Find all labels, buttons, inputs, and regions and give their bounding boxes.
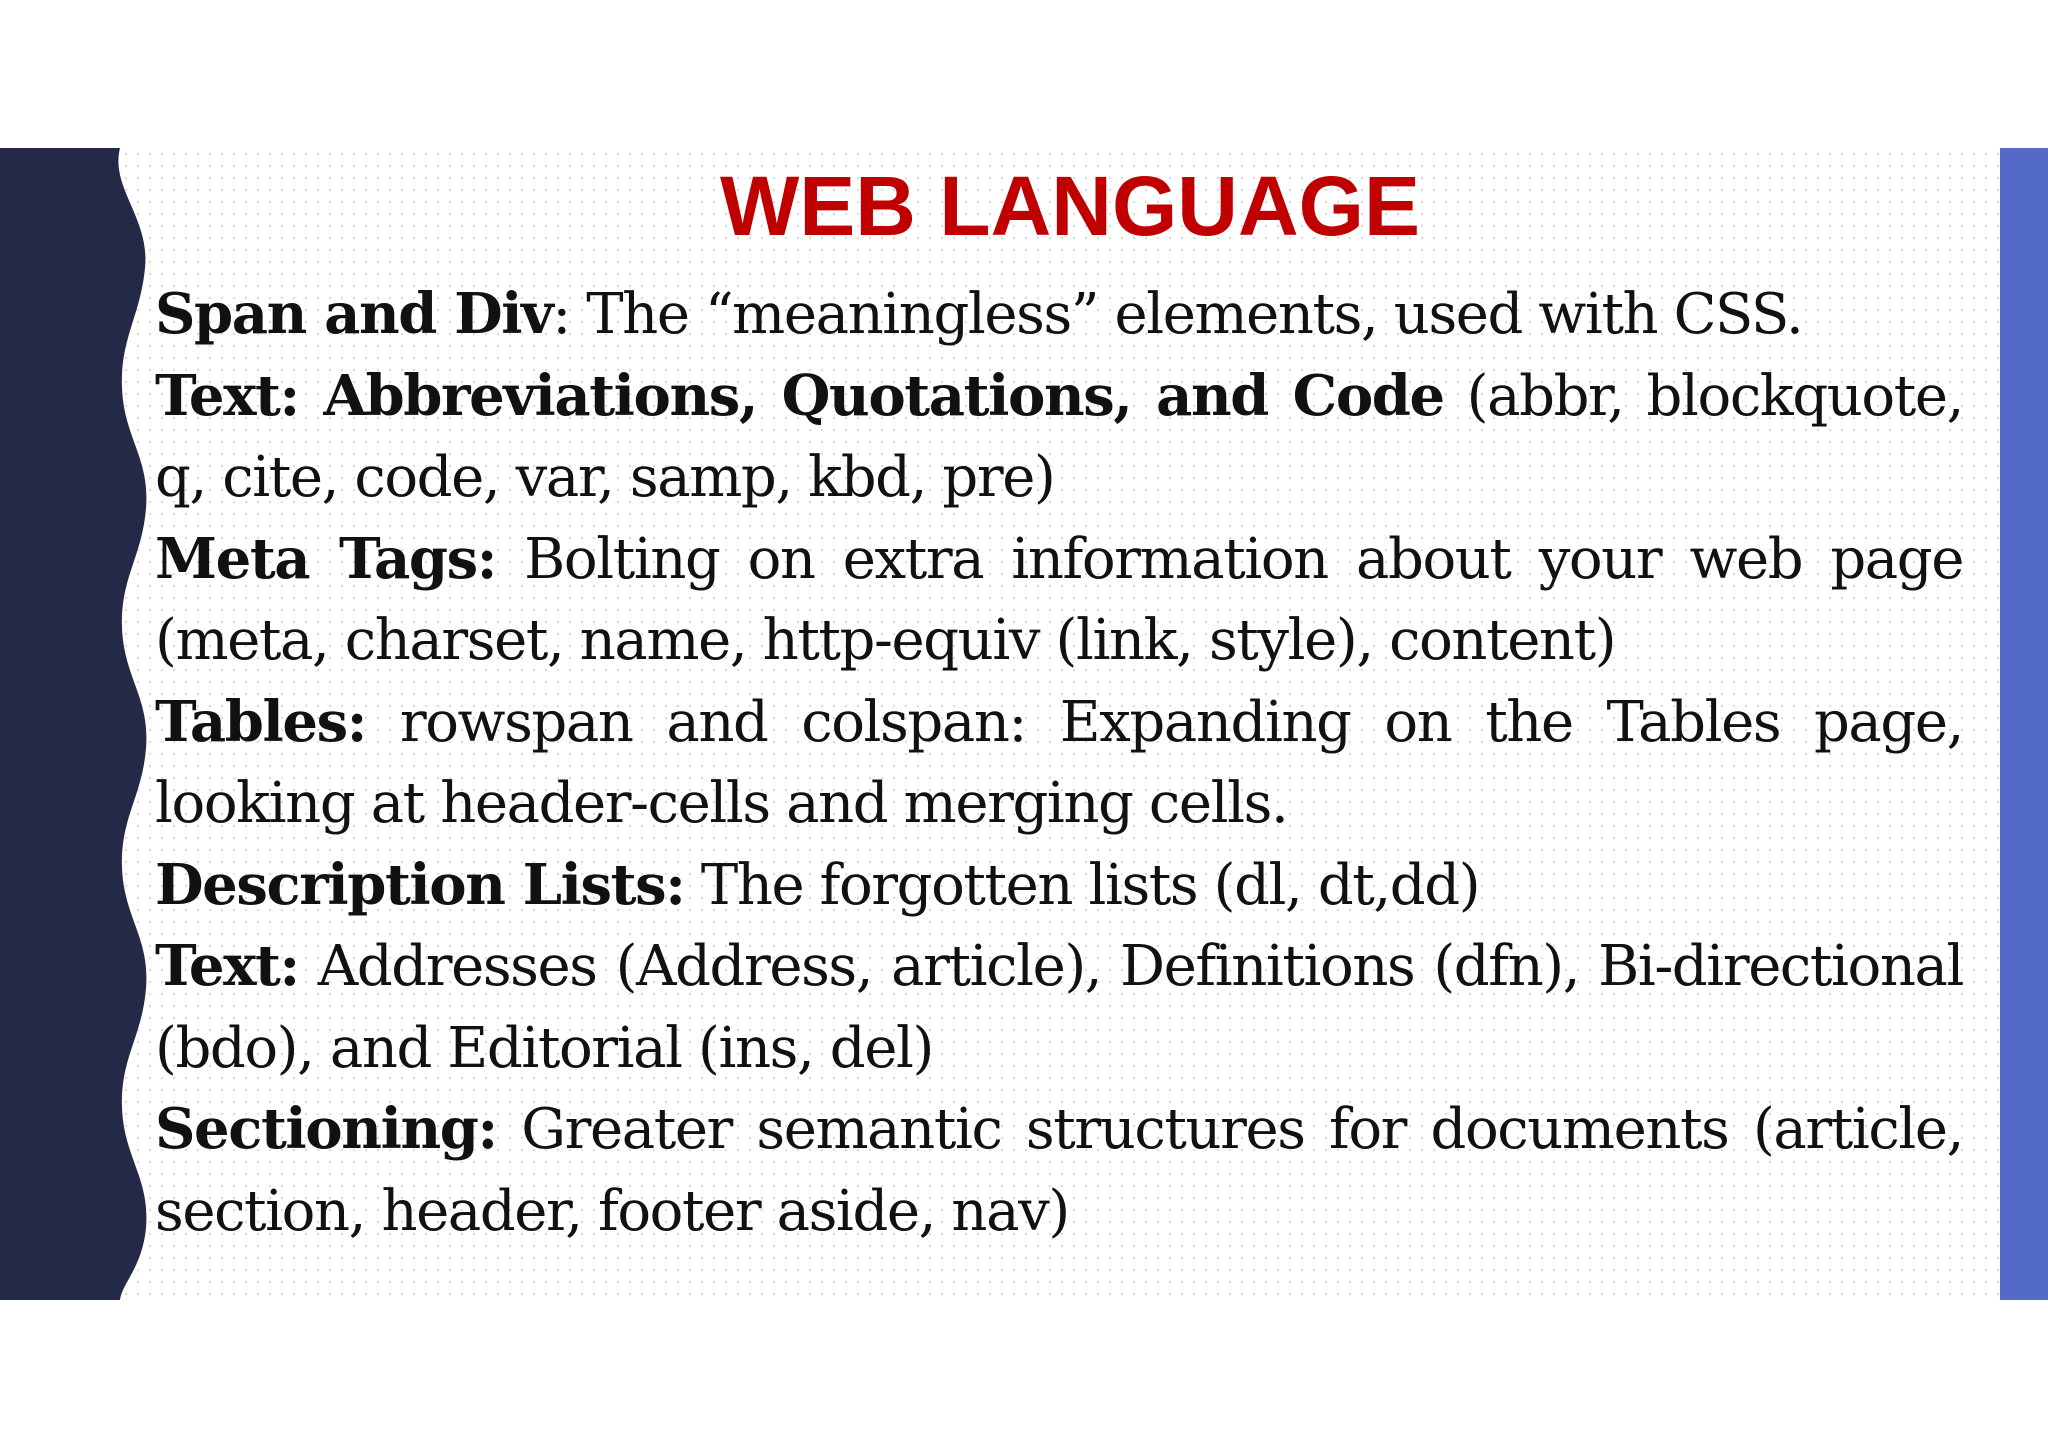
left-wave-band — [0, 148, 160, 1300]
item-sectioning — [155, 1089, 1963, 1252]
item-span-div — [155, 274, 1963, 356]
item-term: Description Lists: — [155, 851, 685, 918]
item-meta-tags — [155, 519, 1963, 682]
item-term: Span and Div — [155, 281, 553, 347]
item-term: Sectioning: — [155, 1096, 497, 1162]
content-body — [155, 274, 1963, 1252]
item-text: Bolting on extra information about your web page (meta, charset, name, http-equiv (link, style), content) — [155, 526, 1963, 673]
item-text: Addresses (Address, article), Definitions (dfn), Bi-directional (bdo), and Editorial (ins, del) — [155, 934, 1963, 1081]
item-text-abbreviations — [155, 356, 1963, 519]
item-term: Tables: — [155, 688, 367, 755]
item-text: : The “meaningless” elements, used with CSS. — [552, 282, 1803, 347]
item-text: rowspan and colspan: Expanding on the Tables page, looking at header-cells and merging cells. — [155, 689, 1963, 836]
item-tables — [155, 682, 1963, 845]
item-text: The forgotten lists (dl, dt,dd) — [684, 852, 1480, 918]
item-term: Text: — [155, 933, 299, 999]
item-term: Meta Tags: — [155, 525, 496, 592]
slide — [0, 148, 2048, 1300]
item-text: Greater semantic structures for documents (article, section, header, footer aside, nav) — [155, 1097, 1963, 1244]
item-text-addresses — [155, 926, 1963, 1089]
right-accent-bar — [2000, 148, 2048, 1300]
item-text: (abbr, blockquote, q, cite, code, var, samp, kbd, pre) — [155, 363, 1963, 510]
item-term: Text: Abbreviations, Quotations, and Code — [155, 362, 1444, 429]
item-description-lists — [155, 845, 1963, 927]
wave-shape — [0, 148, 146, 1300]
slide-title: WEB LANGUAGE — [720, 159, 1420, 253]
